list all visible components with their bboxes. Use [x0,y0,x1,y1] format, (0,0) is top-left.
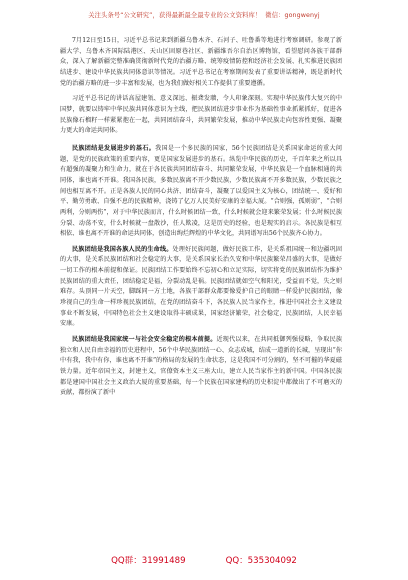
paragraph-foundation-text: 我国是一个多民族的国家，56个民族团结是关系国家命运的重大问题，是党的民族政策的重要内容，更是国家发展进步的基石。纵览中华民族的历史，千百年来之所以具有超强的凝聚力和生命力，就在于各民族共同团结奋斗、共同繁荣发展，中华民族是一个血脉相通的共同体，谁也离不开谁。我国各民族，多数民族离不开少数民族，少数民族离不开多数民族，少数民族之间也相互离不开。正是各族人民的同心共济、团结奋斗，凝聚了以爱国主义为核心，团结统一、爱好和平、勤劳勇敢、自强不息的民族精神，浇铸了亿万人民美好安康的幸福大厦。“合则强，孤则弱”，“合则两利，分则两伤”，对于中华民族而言，什么时候团结一致，什么时候就会迎来繁荣发展；什么时候民族分裂、动荡不安，什么时候就一盘散沙，任人欺凌，这是历史的经验，也是现实的启示。各民族是相互相依、谁也离不开谁的命运共同体，创造出绚烂辉煌的中华文化，共同谱写出56个民族齐心协力。 [60,144,342,238]
paragraph-intro: 7月12日至15日，习近平总书记来到新疆乌鲁木齐、石河子、吐鲁番等地进行考察调研。参观了新疆大学、乌鲁木齐国际陆港区、天山区固原巷社区、新疆维吾尔自治区博物馆，看望慰问各族干部群众，深入了解新疆完整准确贯彻新时代党的治疆方略、统筹疫情防控和经济社会发展、扎实推进民族团结进步、建设中华民族共同体意识等情况。习近平总书记在考察期间发表了重要讲话精神，既是新时代党的治疆方略的进一步丰富和发展，也为我们做好相关工作提供了重要遵循。 [60,37,342,87]
footer-qq-number: QQ：535304092 [225,556,297,566]
paragraph-foundation [60,144,342,240]
paragraph-unity-lead: 民族团结是我国家统一与社会安全稳定的根本前提。 [72,336,217,344]
wechat-label: 微信： [265,12,285,19]
paragraph-summary: 习近平总书记的讲话高屋建瓴、意义深远、振聋发聩，令人印象深刻。实现中华民族伟大复兴的中国梦，就要以铸牢中华民族共同体意识为主线，把民族团结进步事业作为基础性事业抓紧抓好，促进各民族像石榴籽一样紧紧抱在一起，共同团结奋斗，共同繁荣发展，推动中华民族走向包容性更强、凝聚力更大的命运共同体。 [60,95,342,135]
wechat-id: gongwenyj [284,12,320,19]
paragraph-lifeline-lead: 民族团结是我国各族人民的生命线。 [72,245,173,253]
paragraph-lifeline [60,245,342,330]
header-notice-text: 关注头条号“公文研究”，获得最新最全最专业的公文资料库！ [88,12,262,19]
paragraph-lifeline-text: 处理好民族问题，做好民族工作，是关系祖国统一和边疆巩固的大事，是关系民族团结和社会稳定的大事，是关系国家长治久安和中华民族繁荣昌盛的大事，是做好一切工作的根本前提和保证。民族团结工作要始终不忘初心和立足实际，切实将党的民族团结作为维护民族团结的重大责任，团结稳定是福，分裂动乱是祸。民族团结就如空气和阳光，受益而不觉，失之则难存。头顶同一片天空，脚踩同一方土地，各族干部群众都要像爱护自己的眼睛一样爱护民族团结，像珍视自己的生命一样珍视民族团结，在党的团结奋斗下，各民族人民当家作主，推进中国社会主义建设事业不断发展，中国特色社会主义建设取得丰硕成果，国家经济繁荣，社会稳定，民族团结，人民幸福安康。 [60,245,342,328]
header-notice-line [0,10,408,19]
footer-contact [0,554,408,566]
paragraph-unity-text: 近现代以来，在共同抵御列强侵略，争取民族独立和人民自由幸福的历史进程中，56个中华民族团结一心、众志成城，结成一道新的长城，呈现出“你中有我，我中有你，谁也离不开谁”的格局的发展的生命状态，这是我国不可分割的，坚不可摧的华夏磁铁力量。近年帝国主义，封建主义，官僚资本主义三座大山，建立人民当家作主的新中国。中国各民族都是建国中国社会主义政治大厦的重要基础，每一个民族在国家建构的历史积淀中都做出了不可磨灭的贡献，都扮演了新中 [60,336,343,397]
paragraph-unity [60,335,342,399]
paragraph-foundation-lead: 民族团结是发展进步的基石。 [72,144,156,152]
article-body [60,36,342,404]
footer-qq-group: QQ群：31991489 [111,556,186,566]
